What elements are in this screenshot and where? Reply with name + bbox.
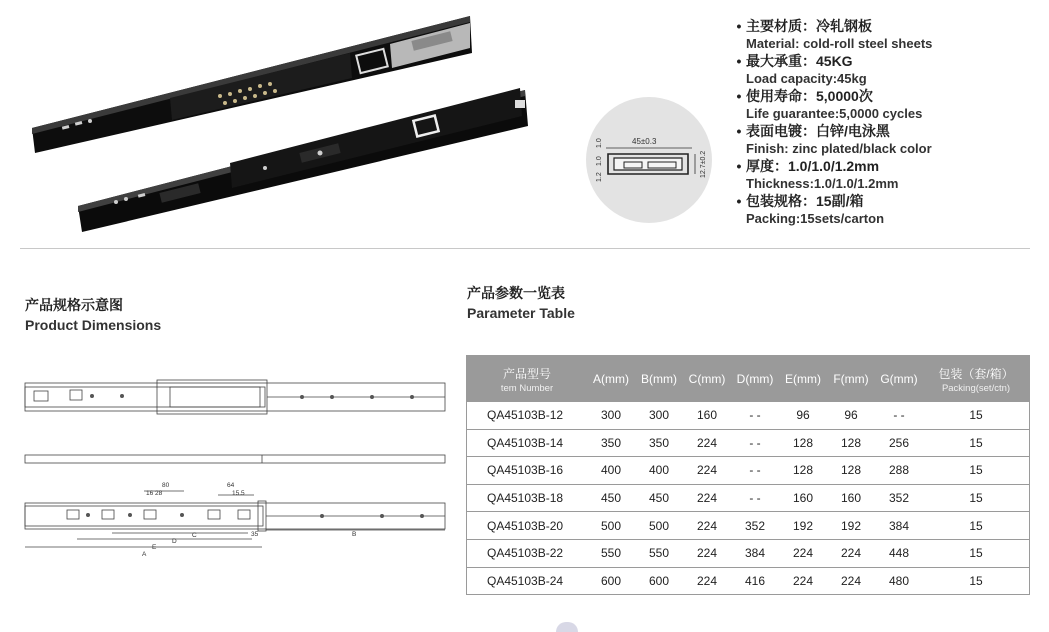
table-cell: QA45103B-24: [467, 567, 588, 595]
table-cell: - -: [731, 402, 779, 429]
table-cell: - -: [731, 484, 779, 512]
table-row: [467, 539, 1030, 567]
table-row: [467, 402, 1030, 429]
dimensions-heading-zh: 产品规格示意图: [25, 297, 123, 313]
table-cell: 224: [683, 457, 731, 485]
table-cell: 224: [779, 567, 827, 595]
dim-C-label: C: [192, 532, 197, 539]
table-cell: 128: [827, 457, 875, 485]
table-row: [467, 429, 1030, 457]
table-cell: 224: [683, 429, 731, 457]
page-indicator[interactable]: [556, 622, 578, 632]
bullet: •: [736, 158, 742, 174]
table-cell: 160: [683, 402, 731, 429]
spec-en: Thickness:1.0/1.0/1.2mm: [746, 176, 899, 191]
spec-en: Finish: zinc plated/black color: [746, 141, 932, 156]
table-cell: QA45103B-20: [467, 512, 588, 540]
spec-en: Load capacity:45kg: [746, 71, 867, 86]
table-cell: QA45103B-18: [467, 484, 588, 512]
table-cell: - -: [731, 457, 779, 485]
dim-80-label: 80: [162, 482, 170, 489]
table-cell: 160: [779, 484, 827, 512]
parameter-heading: [467, 283, 575, 321]
table-cell: 450: [635, 484, 683, 512]
spec-en: Life guarantee:5,0000 cycles: [746, 106, 923, 121]
table-cell: 600: [635, 567, 683, 595]
parameter-heading-zh: 产品参数一览表: [467, 285, 565, 301]
table-cell: 384: [731, 539, 779, 567]
table-cell: 288: [875, 457, 923, 485]
thickness-3-label: 1.2: [596, 172, 603, 182]
table-cell: QA45103B-12: [467, 402, 588, 429]
table-cell: - -: [875, 402, 923, 429]
table-cell: 128: [827, 429, 875, 457]
spec-en: Packing:15sets/carton: [746, 211, 885, 226]
table-row: [467, 567, 1030, 595]
table-cell: 15: [923, 457, 1030, 485]
col-header-g: G(mm): [875, 356, 923, 403]
col-header-c: C(mm): [683, 356, 731, 403]
dim-155-label: 15.5: [232, 490, 245, 497]
col-header-b: B(mm): [635, 356, 683, 403]
table-row: [467, 512, 1030, 540]
table-cell: 416: [731, 567, 779, 595]
table-cell: 15: [923, 402, 1030, 429]
dim-E-label: E: [152, 544, 157, 551]
table-cell: 350: [635, 429, 683, 457]
spec-zh: 使用寿命：5,0000次: [746, 88, 873, 104]
col-header-packing: 包装（套/箱） Packing(set/ctn): [923, 356, 1030, 403]
table-cell: 15: [923, 567, 1030, 595]
col-header-a: A(mm): [587, 356, 635, 403]
dim-A-label: A: [142, 551, 147, 558]
table-cell: 224: [779, 539, 827, 567]
bullet: •: [736, 18, 742, 34]
table-cell: 300: [587, 402, 635, 429]
table-cell: 128: [779, 429, 827, 457]
table-cell: QA45103B-16: [467, 457, 588, 485]
dim-64-label: 64: [227, 482, 235, 489]
table-cell: QA45103B-22: [467, 539, 588, 567]
spec-item: [732, 158, 1032, 192]
table-cell: 160: [827, 484, 875, 512]
spec-zh: 表面电镀：白锌/电泳黑: [746, 123, 890, 139]
table-cell: 400: [635, 457, 683, 485]
dim-1628-label: 16 28: [146, 490, 163, 497]
table-cell: 224: [683, 539, 731, 567]
table-row: [467, 457, 1030, 485]
cross-section-diagram: [584, 96, 714, 224]
col-header-f: F(mm): [827, 356, 875, 403]
section-divider: [20, 248, 1030, 249]
dimension-drawing: [22, 375, 452, 560]
spec-zh: 最大承重：45KG: [746, 53, 853, 69]
table-cell: 384: [875, 512, 923, 540]
table-cell: 96: [827, 402, 875, 429]
table-cell: 224: [683, 484, 731, 512]
table-cell: 224: [827, 567, 875, 595]
table-cell: 450: [587, 484, 635, 512]
spec-en: Material: cold-roll steel sheets: [746, 36, 933, 51]
table-cell: 500: [587, 512, 635, 540]
col-header-item-number: 产品型号 tem Number: [467, 356, 588, 403]
table-cell: 448: [875, 539, 923, 567]
dim-D-label: D: [172, 538, 177, 545]
table-cell: 550: [635, 539, 683, 567]
spec-zh: 主要材质：冷轧钢板: [746, 18, 872, 34]
spec-item: [732, 53, 1032, 87]
spec-item: [732, 88, 1032, 122]
table-cell: 352: [875, 484, 923, 512]
table-cell: 15: [923, 539, 1030, 567]
parameter-heading-en: Parameter Table: [467, 305, 575, 321]
width-label: 45±0.3: [632, 137, 657, 146]
table-cell: QA45103B-14: [467, 429, 588, 457]
table-cell: 224: [683, 567, 731, 595]
dim-B-label: B: [352, 531, 357, 538]
table-cell: 500: [635, 512, 683, 540]
table-header-row: [467, 356, 1030, 403]
table-cell: 15: [923, 429, 1030, 457]
table-cell: 192: [827, 512, 875, 540]
bullet: •: [736, 53, 742, 69]
drawer-slide-product-image: [20, 8, 540, 238]
table-cell: 400: [587, 457, 635, 485]
spec-item: [732, 123, 1032, 157]
table-cell: 352: [731, 512, 779, 540]
table-cell: 224: [683, 512, 731, 540]
spec-item: [732, 193, 1032, 227]
height-label: 12.7±0.2: [700, 150, 707, 178]
table-cell: 224: [827, 539, 875, 567]
table-cell: 480: [875, 567, 923, 595]
spec-item: [732, 18, 1032, 52]
table-row: [467, 484, 1030, 512]
table-cell: 192: [779, 512, 827, 540]
dim-35-label: 35: [251, 531, 259, 538]
bullet: •: [736, 123, 742, 139]
table-cell: 96: [779, 402, 827, 429]
table-cell: 350: [587, 429, 635, 457]
spec-zh: 包装规格：15副/箱: [746, 193, 864, 209]
spec-zh: 厚度：1.0/1.0/1.2mm: [746, 158, 880, 174]
thickness-2-label: 1.0: [596, 156, 603, 166]
spec-list: [732, 18, 1032, 228]
table-cell: 15: [923, 512, 1030, 540]
table-cell: 128: [779, 457, 827, 485]
col-header-d: D(mm): [731, 356, 779, 403]
table-cell: 300: [635, 402, 683, 429]
table-cell: 15: [923, 484, 1030, 512]
bullet: •: [736, 88, 742, 104]
parameter-table: [466, 355, 1030, 595]
col-header-e: E(mm): [779, 356, 827, 403]
thickness-1-label: 1.0: [596, 138, 603, 148]
table-cell: 550: [587, 539, 635, 567]
dimensions-heading-en: Product Dimensions: [25, 317, 162, 333]
dimensions-heading: [25, 295, 161, 333]
table-cell: 600: [587, 567, 635, 595]
table-cell: 256: [875, 429, 923, 457]
bullet: •: [736, 193, 742, 209]
table-cell: - -: [731, 429, 779, 457]
